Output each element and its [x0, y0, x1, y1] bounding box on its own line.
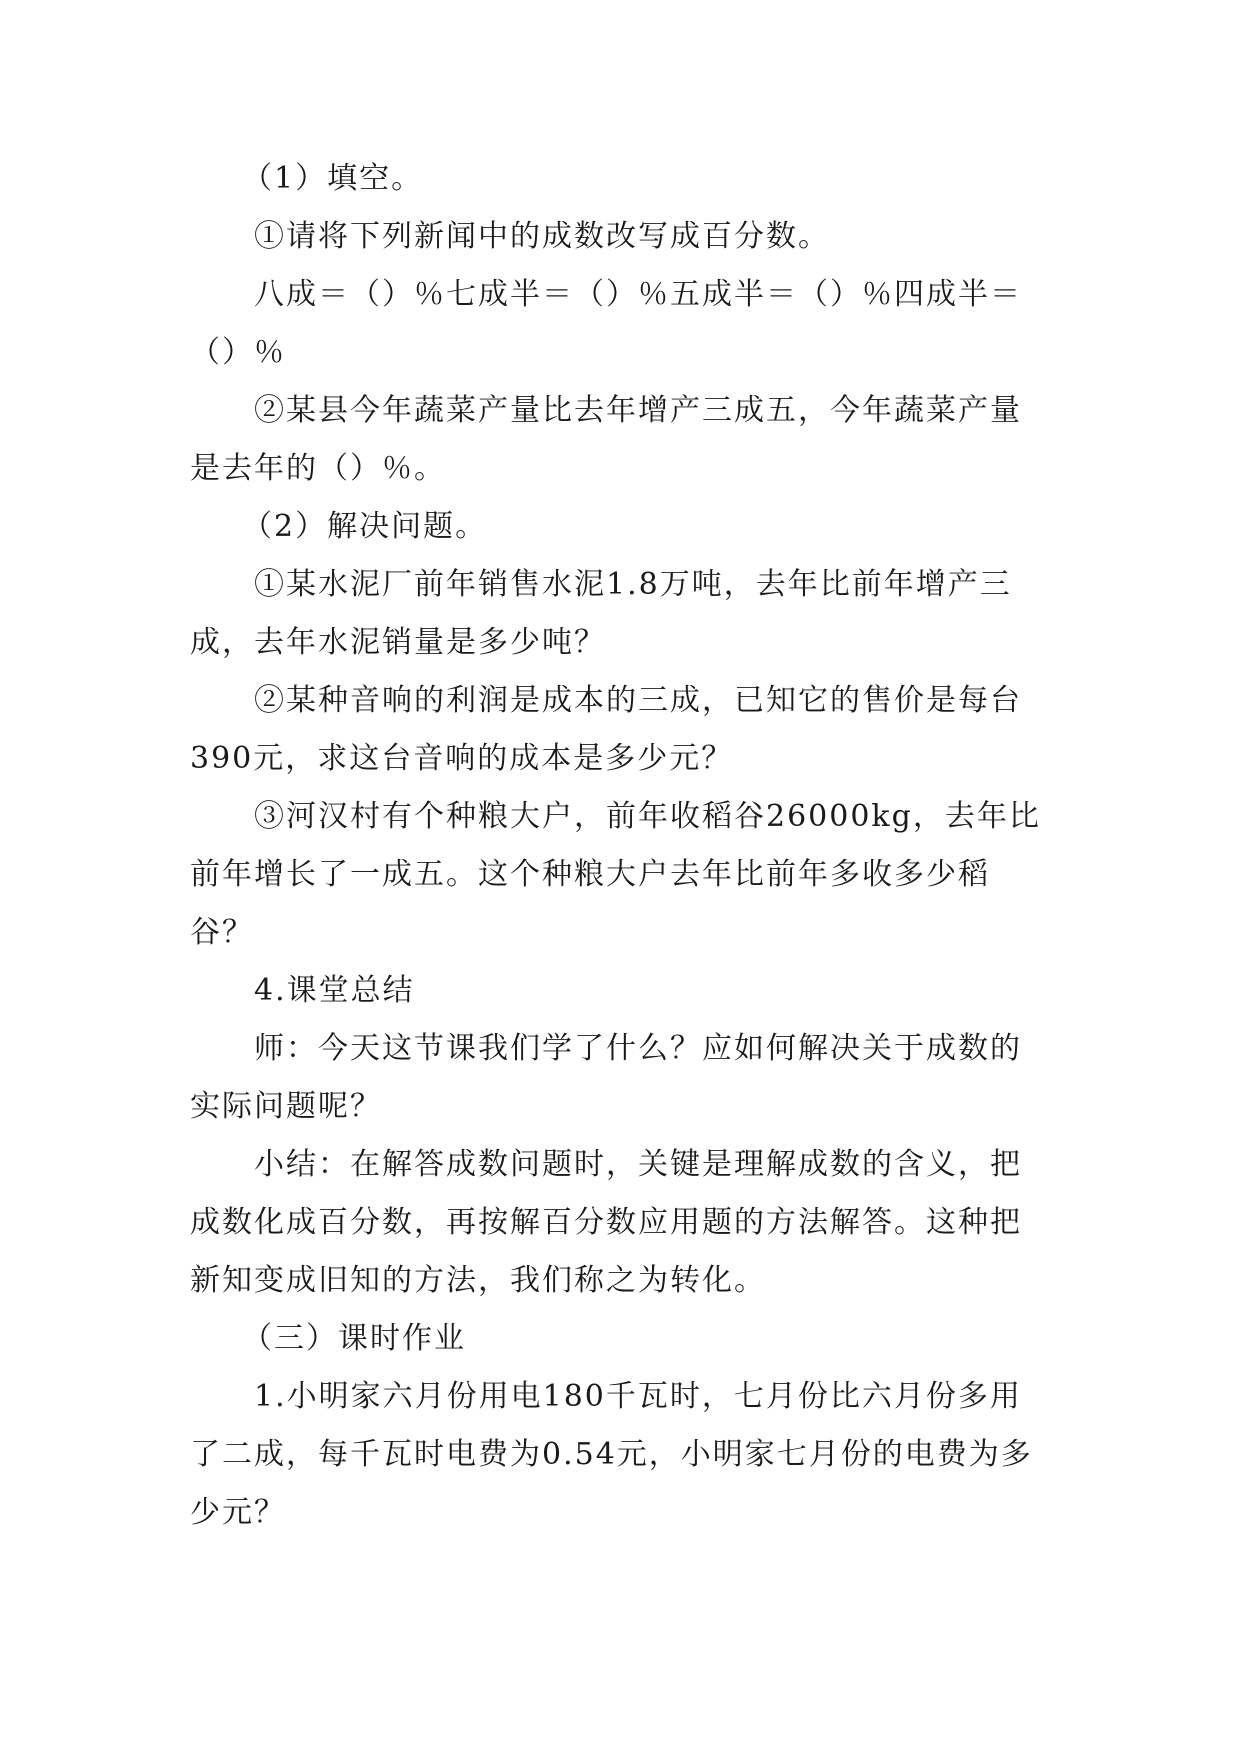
paragraph-solve-heading: （2）解决问题。	[242, 509, 488, 544]
paragraph-teacher: 师：今天这节课我们学了什么？应如何解决关于成数的实际问题呢？	[190, 1031, 1022, 1124]
paragraph-question-1: ①请将下列新闻中的成数改写成百分数。	[254, 219, 830, 254]
paragraph-problem-1: ①某水泥厂前年销售水泥1.8万吨，去年比前年增产三成，去年水泥销量是多少吨？	[190, 567, 1012, 660]
paragraph-fill-blank-heading: （1）填空。	[242, 161, 424, 196]
paragraph-summary-heading: 4.课堂总结	[254, 973, 415, 1008]
paragraph-homework-heading: （三）课时作业	[242, 1321, 466, 1356]
paragraph-homework-1: 1.小明家六月份用电180千瓦时，七月份比六月份多用了二成，每千瓦时电费为0.54元，小明家七月份的电费为多少元？	[190, 1379, 1033, 1530]
paragraph-conclusion: 小结：在解答成数问题时，关键是理解成数的含义，把成数化成百分数，再按解百分数应用题的方法解答。这种把新知变成旧知的方法，我们称之为转化。	[190, 1147, 1022, 1298]
paragraph-question-2: ②某县今年蔬菜产量比去年增产三成五，今年蔬菜产量是去年的（）％。	[190, 393, 1022, 486]
paragraph-problem-2: ②某种音响的利润是成本的三成，已知它的售价是每台390元，求这台音响的成本是多少元？	[190, 683, 1022, 776]
paragraph-conversions: 八成＝（）％七成半＝（）％五成半＝（）％四成半＝（）％	[190, 277, 1022, 370]
paragraph-problem-3: ③河汉村有个种粮大户，前年收稻谷26000kg，去年比前年增长了一成五。这个种粮大户去年比前年多收多少稻谷？	[190, 799, 1041, 950]
